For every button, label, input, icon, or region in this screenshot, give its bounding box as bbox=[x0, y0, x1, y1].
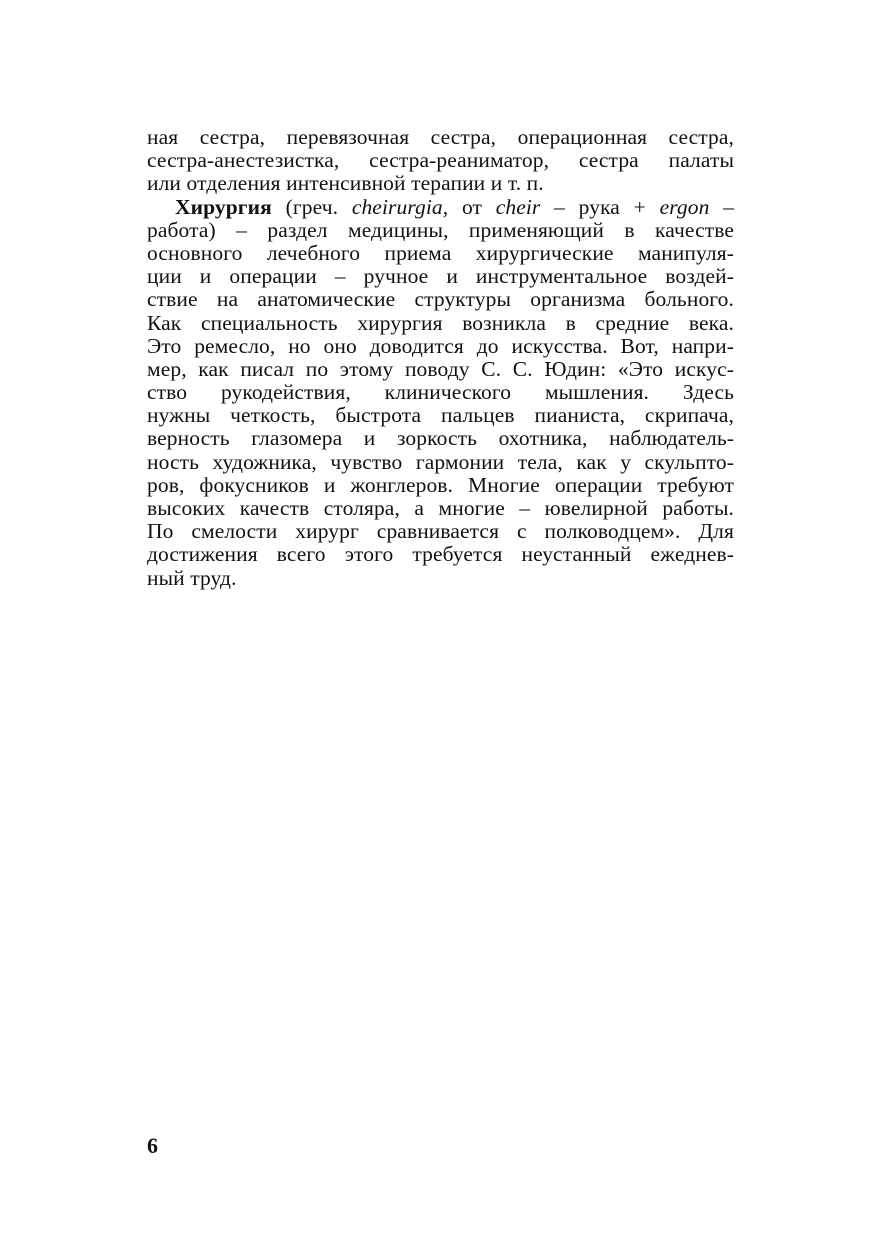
latin-term: cheirurgia bbox=[351, 194, 443, 219]
paragraph-nurse-roles bbox=[147, 126, 734, 196]
text-line: ров, фокусников и жонглеров. Многие операции требуют bbox=[147, 472, 734, 497]
text-line: ции и операции – ручное и инструментальное воздей- bbox=[147, 264, 734, 289]
body-text bbox=[147, 126, 734, 590]
text-line: высоких качеств столяра, а многие – ювелирной работы. bbox=[147, 496, 734, 520]
text-line: нужны четкость, быстрота пальцев пианиста, скрипача, bbox=[147, 403, 734, 428]
text-line: сестра-анестезистка, сестра-реаниматор, сестра палаты bbox=[147, 148, 734, 173]
text-line: основного лечебного приема хирургические манипуля- bbox=[147, 240, 734, 265]
text-line: ство рукодействия, клинического мышления. Здесь bbox=[147, 380, 734, 405]
text-line: мер, как писал по этому поводу С. С. Юдин: «Это искус- bbox=[147, 356, 734, 381]
text-line: Это ремесло, но оно доводится до искусства. Вот, напри- bbox=[147, 333, 734, 358]
latin-term: ergon bbox=[659, 194, 710, 219]
text-line-first bbox=[147, 196, 734, 219]
text-run: , от bbox=[442, 194, 496, 219]
text-line: Как специальность хирургия возникла в средние века. bbox=[147, 310, 734, 335]
text-line: верность глазомера и зоркость охотника, наблюдатель- bbox=[147, 426, 734, 451]
term-surgery: Хирургия bbox=[175, 194, 272, 219]
page-number: 6 bbox=[147, 1133, 158, 1158]
text-run: – bbox=[709, 194, 734, 219]
text-line: ная сестра, перевязочная сестра, операционная сестра, bbox=[147, 125, 734, 149]
text-line: или отделения интенсивной терапии и т. п. bbox=[147, 171, 544, 196]
latin-term: cheir bbox=[495, 194, 541, 219]
text-line: По смелости хирург сравнивается с полководцем». Для bbox=[147, 519, 734, 544]
text-line: ный труд. bbox=[147, 565, 237, 590]
text-line: ствие на анатомические структуры организма больного. bbox=[147, 287, 734, 312]
text-run: – рука + bbox=[540, 194, 660, 219]
paragraph-surgery-definition bbox=[147, 196, 734, 590]
text-run: (греч. bbox=[271, 194, 352, 219]
text-line: работа) – раздел медицины, применяющий в качестве bbox=[147, 217, 734, 242]
text-line: ность художника, чувство гармонии тела, как у скульпто- bbox=[147, 449, 734, 474]
text-line: достижения всего этого требуется неустанный ежеднев- bbox=[147, 542, 734, 567]
